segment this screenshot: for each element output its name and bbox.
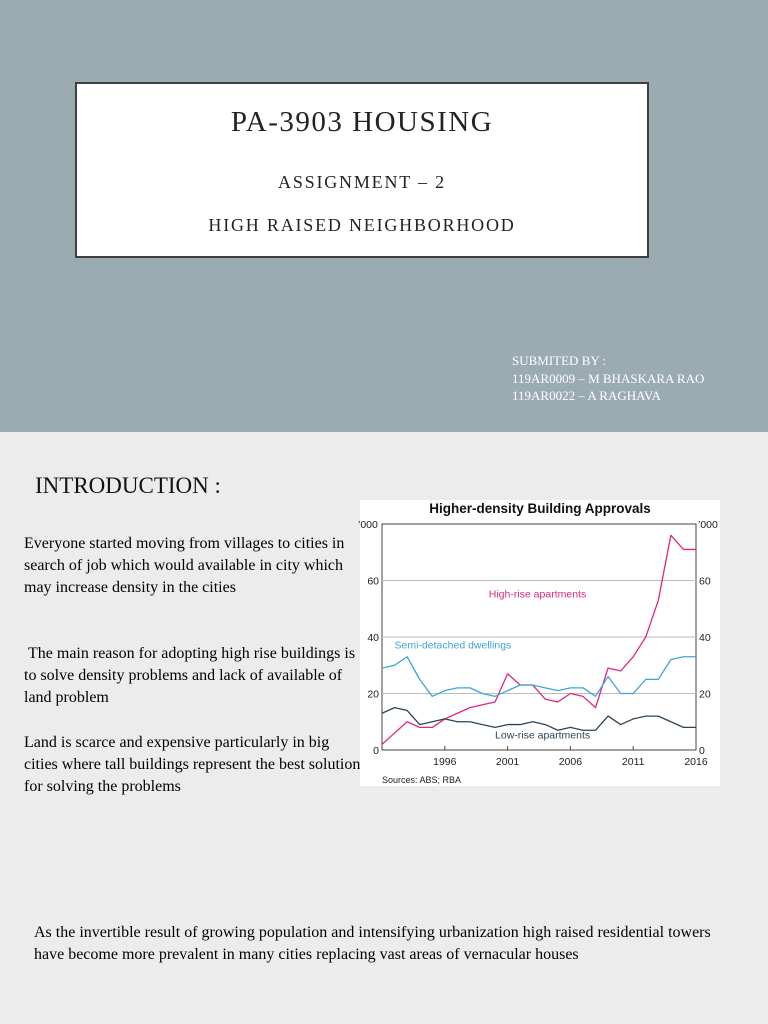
x-tick-label: 2001 xyxy=(495,756,520,768)
y-tick-label-left: 20 xyxy=(367,688,379,701)
series-label-1: Semi-detached dwellings xyxy=(394,639,512,652)
intro-paragraph-1: Everyone started moving from villages to cities in search of job which would available in city which may increase density in the cities xyxy=(24,535,345,596)
closing-paragraph: As the invertible result of growing population and intensifying urbanization high raised residential towers have become more prevalent in many cities replacing vast areas of vernacular houses xyxy=(34,924,711,963)
submitted-by-label: SUBMITED BY : xyxy=(512,353,607,368)
title-box xyxy=(75,82,649,258)
series-line-1 xyxy=(382,657,696,697)
unit-label-right: ’000 xyxy=(698,519,718,531)
y-tick-label-right: 60 xyxy=(699,575,711,588)
member-2: 119AR0022 – A RAGHAVA xyxy=(512,388,661,403)
chart-title: Higher-density Building Approvals xyxy=(429,501,651,516)
series-label-0: High-rise apartments xyxy=(488,588,587,601)
assignment-label: ASSIGNMENT – 2 xyxy=(278,172,446,192)
intro-paragraph-3: Land is scarce and expensive particularly in big cities where tall buildings represent the best solution for solving the problems xyxy=(24,734,361,795)
x-tick-label: 2016 xyxy=(684,756,708,768)
y-tick-label-left: 60 xyxy=(367,575,379,588)
x-tick-label: 2006 xyxy=(558,756,583,768)
chart-source: Sources: ABS; RBA xyxy=(382,775,462,785)
chart-svg xyxy=(360,500,720,786)
intro-heading: INTRODUCTION : xyxy=(35,473,221,498)
course-title: PA-3903 HOUSING xyxy=(230,106,494,138)
y-tick-label-right: 40 xyxy=(699,632,711,644)
submitted-by-block xyxy=(512,352,704,405)
member-1: 119AR0009 – M BHASKARA RAO xyxy=(512,370,705,386)
intro-paragraph-2: The main reason for adopting high rise buildings is to solve density problems and lack of available of land problem xyxy=(24,645,360,706)
x-tick-label: 2011 xyxy=(621,756,645,768)
y-tick-label-left: 0 xyxy=(373,745,379,757)
x-tick-label: 1996 xyxy=(433,756,457,768)
topic-label: HIGH RAISED NEIGHBORHOOD xyxy=(208,215,516,235)
y-tick-label-right: 20 xyxy=(699,688,711,701)
unit-label-left: ’000 xyxy=(358,519,378,531)
approvals-chart xyxy=(360,500,720,786)
y-tick-label-left: 40 xyxy=(367,632,379,644)
title-slide xyxy=(0,0,768,432)
y-tick-label-right: 0 xyxy=(699,745,705,757)
series-label-2: Low-rise apartments xyxy=(495,729,591,742)
